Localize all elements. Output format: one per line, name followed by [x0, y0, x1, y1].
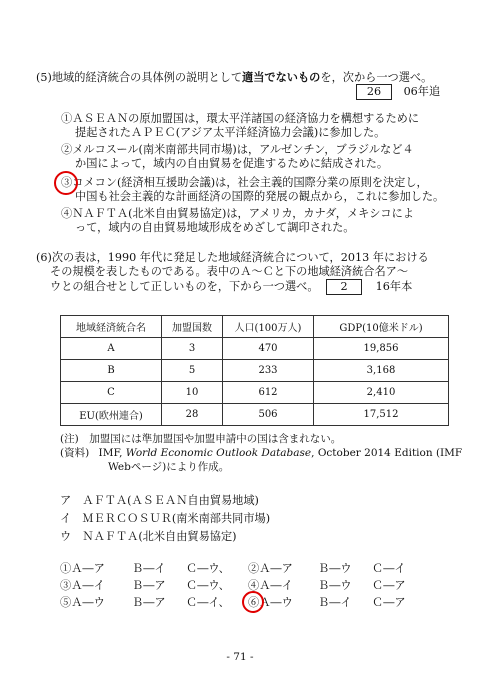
q6-choice: Ｃ―ア: [372, 596, 406, 609]
q5-option-2-line-1: ②メルコスール(南米南部共同市場)は，アルゼンチン，ブラジルなど４: [61, 143, 414, 156]
table-cell: B: [61, 360, 162, 382]
q6-stem-line-2: その規模を表したものである。表中のＡ～Ｃと下の地域経済統合名ア～: [50, 265, 409, 278]
q6-source-line-2: Webページ)により作成。: [108, 461, 230, 473]
q5-option-4: [61, 207, 414, 235]
page-number: - 71 -: [226, 651, 254, 663]
q6-choice: ④Ａ―イ: [248, 579, 293, 592]
q5-option-4-line-1: ④ＮＡＦＴＡ(北米自由貿易協定)は，アメリカ，カナダ，メキシコによ: [61, 207, 414, 220]
table-cell: 470: [223, 338, 314, 360]
q6-source: 16年本: [375, 280, 413, 293]
q5-option-1: [61, 112, 419, 140]
table-header: 地域経済統合名: [61, 316, 162, 338]
q5-option-2: [61, 143, 414, 171]
q6-choice-row-1: [60, 560, 406, 577]
table-cell: 28: [162, 404, 223, 426]
q6-choice: Ｃ―イ: [372, 562, 406, 575]
q5-option-3-line-2: 中国も社会主義的な計画経済の国際的発展の観点から，これに参加した。: [75, 190, 445, 203]
q6-choice: Ｂ―イ: [318, 596, 352, 609]
table-cell: 233: [223, 360, 314, 382]
table-header: 加盟国数: [162, 316, 223, 338]
q6-stem-line-1: (6)次の表は，1990 年代に発足した地域経済統合について，2013 年における: [36, 251, 429, 264]
table-cell: 3,168: [314, 360, 449, 382]
q5-answer-number: 26: [356, 84, 392, 100]
table-header: GDP(10億米ドル): [314, 316, 449, 338]
q6-name-u: ウ ＮＡＦＴＡ(北米自由貿易協定): [60, 530, 237, 543]
q5-source: 06年追: [403, 85, 441, 98]
table-row: [61, 338, 449, 360]
table-cell: 612: [223, 382, 314, 404]
table-cell: 5: [162, 360, 223, 382]
table-cell: 10: [162, 382, 223, 404]
table-header-row: [61, 316, 449, 338]
q6-choice: Ｃ―ア: [372, 579, 406, 592]
q6-stem: [36, 251, 429, 295]
q6-name-i: イ ＭＥＲＣＯＳＵＲ(南米南部共同市場): [60, 512, 271, 525]
q6-source-database: World Economic Outlook Database: [125, 447, 312, 459]
table-row: [61, 360, 449, 382]
q5-option-3-line-1: ③コメコン(経済相互援助会議)は，社会主義的国際分業の原則を決定し，: [61, 176, 428, 189]
table-cell: 2,410: [314, 382, 449, 404]
table-cell: A: [61, 338, 162, 360]
q6-source-edition: , October 2014 Edition (IMF: [311, 447, 463, 459]
q5-option-2-line-2: か国によって，域内の自由貿易を促進するために結成された。: [75, 157, 389, 170]
q6-choice: Ｃ―ウ、: [186, 562, 230, 575]
q5-stem-text-end: を，次から一つ選べ。: [320, 71, 433, 84]
q6-choice: Ｃ―イ、: [186, 596, 230, 609]
q6-choice: ⑤Ａ―ウ: [60, 596, 105, 609]
q6-choice: Ｃ―ウ、: [186, 579, 230, 592]
table-cell: C: [61, 382, 162, 404]
q5-option-1-line-1: ①ＡＳＥＡＮの原加盟国は，環太平洋諸国の経済協力を構想するために: [61, 112, 420, 125]
q6-stem-line-3: ウとの組合せとして正しいものを，下から一つ選べ。: [50, 280, 319, 293]
q6-source-text: IMF,: [98, 447, 123, 459]
q6-table-notes: [60, 432, 462, 474]
q5-option-1-line-2: 提起されたＡＰＥＣ(アジア太平洋経済協力会議)に参加した。: [75, 126, 386, 139]
q5-answer-number-box: [356, 84, 440, 100]
table-cell: 17,512: [314, 404, 449, 426]
q5-stem: [36, 70, 432, 85]
table-cell: 506: [223, 404, 314, 426]
q6-choice: Ｂ―ウ: [318, 562, 352, 575]
q6-choice: Ｂ―ウ: [318, 579, 352, 592]
q6-note: (注) 加盟国には準加盟国や加盟申請中の国は含まれない。: [60, 433, 342, 445]
q6-source-label: (資料): [60, 447, 90, 459]
table-header: 人口(100万人): [223, 316, 314, 338]
q6-name-a: ア ＡＦＴＡ(ＡＳＥＡＮ自由貿易地域): [60, 494, 259, 507]
q6-choice: Ｂ―イ: [132, 562, 166, 575]
answer-highlight-circle-q5: [54, 171, 78, 195]
q6-integration-names: [60, 492, 270, 546]
table-cell: 19,856: [314, 338, 449, 360]
q5-option-4-line-2: って，域内の自由貿易地域形成をめざして調印された。: [75, 221, 355, 234]
q6-choice: ③Ａ―イ: [60, 579, 105, 592]
q5-stem-text: (5)地域的経済統合の具体例の説明として: [36, 71, 243, 84]
table-cell: EU(欧州連合): [61, 404, 162, 426]
answer-highlight-circle-q6: [242, 591, 264, 613]
q6-choice: ②Ａ―ア: [248, 562, 293, 575]
q6-data-table: [60, 315, 449, 426]
q6-choice: Ｂ―ア: [132, 596, 166, 609]
table-cell: 3: [162, 338, 223, 360]
q6-choice: Ｂ―ア: [132, 579, 166, 592]
q6-choice-row-3: [60, 594, 406, 611]
table-row: [61, 404, 449, 426]
q6-choice: ①Ａ―ア: [60, 562, 105, 575]
q5-stem-emphasis: 適当でないもの: [242, 70, 321, 84]
table-row: [61, 382, 449, 404]
q6-choice: ⑥Ａ―ウ: [248, 596, 293, 609]
q6-choices: [60, 560, 406, 611]
q6-answer-number: 2: [326, 279, 362, 295]
q6-choice-row-2: [60, 577, 406, 594]
q5-option-3: [61, 176, 444, 204]
